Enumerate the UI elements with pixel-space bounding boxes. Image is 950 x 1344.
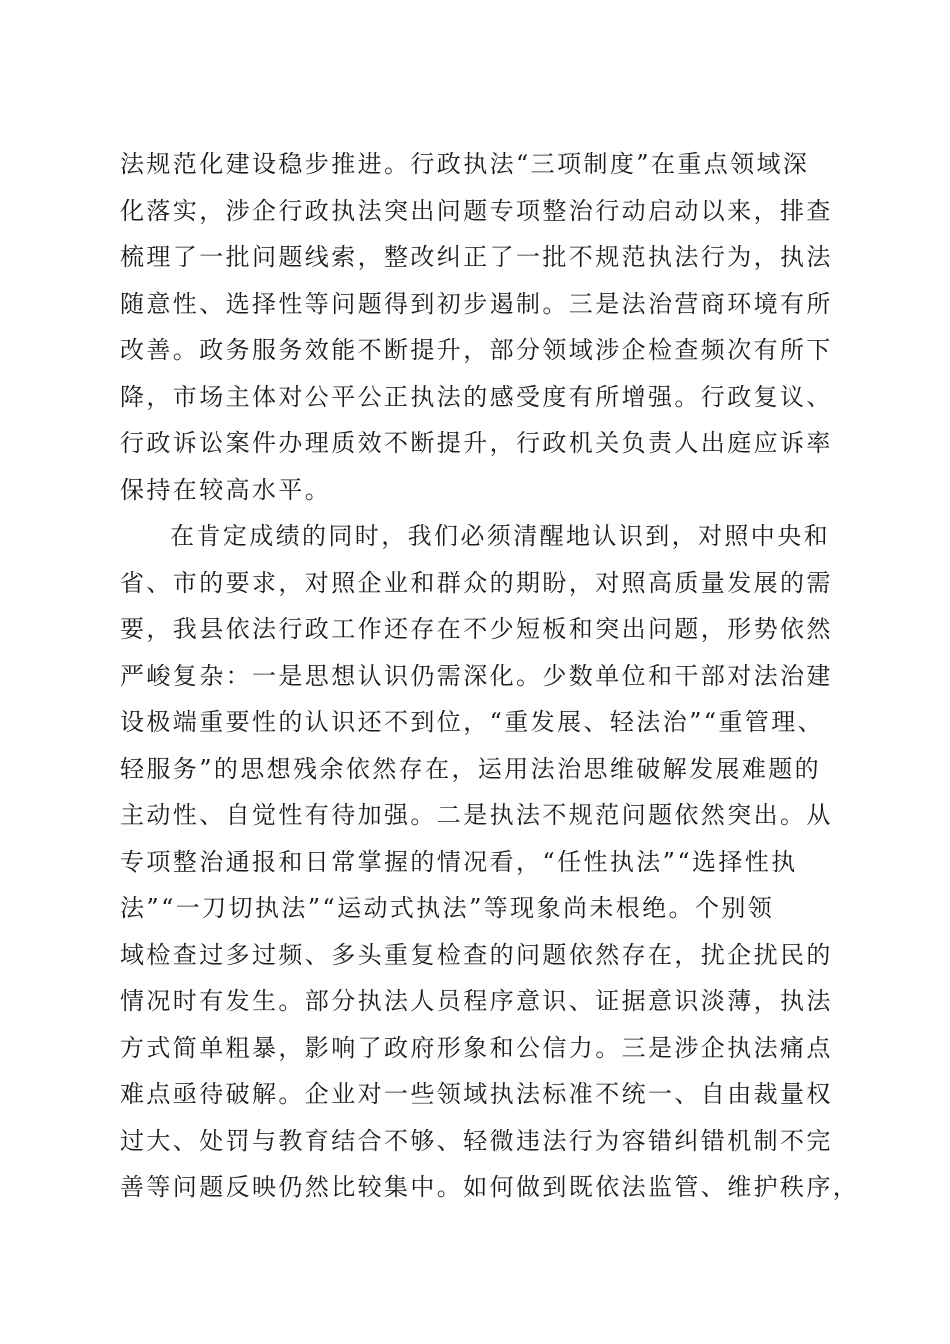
text-line: 过大、处罚与教育结合不够、轻微违法行为容错纠错机制不完 [120,1126,833,1155]
text-line: 主动性、自觉性有待加强。二是执法不规范问题依然突出。从 [120,801,833,829]
text-line: 专项整治通报和日常掌握的情况看，“任性执法”“选择性执 [120,847,798,876]
text-line: 难点亟待破解。企业对一些领域执法标准不统一、自由裁量权 [120,1080,833,1108]
text-line: 要，我县依法行政工作还存在不少短板和突出问题，形势依然 [120,615,833,643]
text-line: 严峻复杂：一是思想认识仍需深化。少数单位和干部对法治建 [120,661,833,690]
text-line: 省、市的要求，对照企业和群众的期盼，对照高质量发展的需 [120,568,833,597]
text-line: 行政诉讼案件办理质效不断提升，行政机关负责人出庭应诉率 [120,429,833,457]
paragraph-continued [120,141,840,513]
text-line: 保持在较高水平。 [120,475,332,504]
text-line: 随意性、选择性等问题得到初步遏制。三是法治营商环境有所 [120,289,833,318]
text-line: 情况时有发生。部分执法人员程序意识、证据意识淡薄，执法 [120,987,833,1015]
text-line: 在肯定成绩的同时，我们必须清醒地认识到，对照中央和 [170,522,830,550]
text-line: 降，市场主体对公平公正执法的感受度有所增强。行政复议、 [120,382,833,411]
text-line: 法”“一刀切执法”“运动式执法”等现象尚未根绝。个别领 [120,894,775,922]
text-line: 法规范化建设稳步推进。行政执法“三项制度”在重点领域深 [120,150,810,178]
document-body [120,141,860,1211]
paragraph-problems [120,513,860,1211]
text-line: 化落实，涉企行政执法突出问题专项整治行动启动以来，排查 [120,196,833,225]
text-line: 方式简单粗暴，影响了政府形象和公信力。三是涉企执法痛点 [120,1033,833,1062]
text-line: 善等问题反映仍然比较集中。如何做到既依法监管、维护秩序， [120,1173,860,1201]
text-line: 改善。政务服务效能不断提升，部分领域涉企检查频次有所下 [120,336,833,364]
text-line: 轻服务”的思想残余依然存在，运用法治思维破解发展难题的 [120,754,822,783]
text-line: 设极端重要性的认识还不到位，“重发展、轻法治”“重管理、 [120,708,825,736]
text-line: 梳理了一批问题线索，整改纠正了一批不规范执法行为，执法 [120,243,833,271]
text-line: 域检查过多过频、多头重复检查的问题依然存在，扰企扰民的 [120,940,833,969]
